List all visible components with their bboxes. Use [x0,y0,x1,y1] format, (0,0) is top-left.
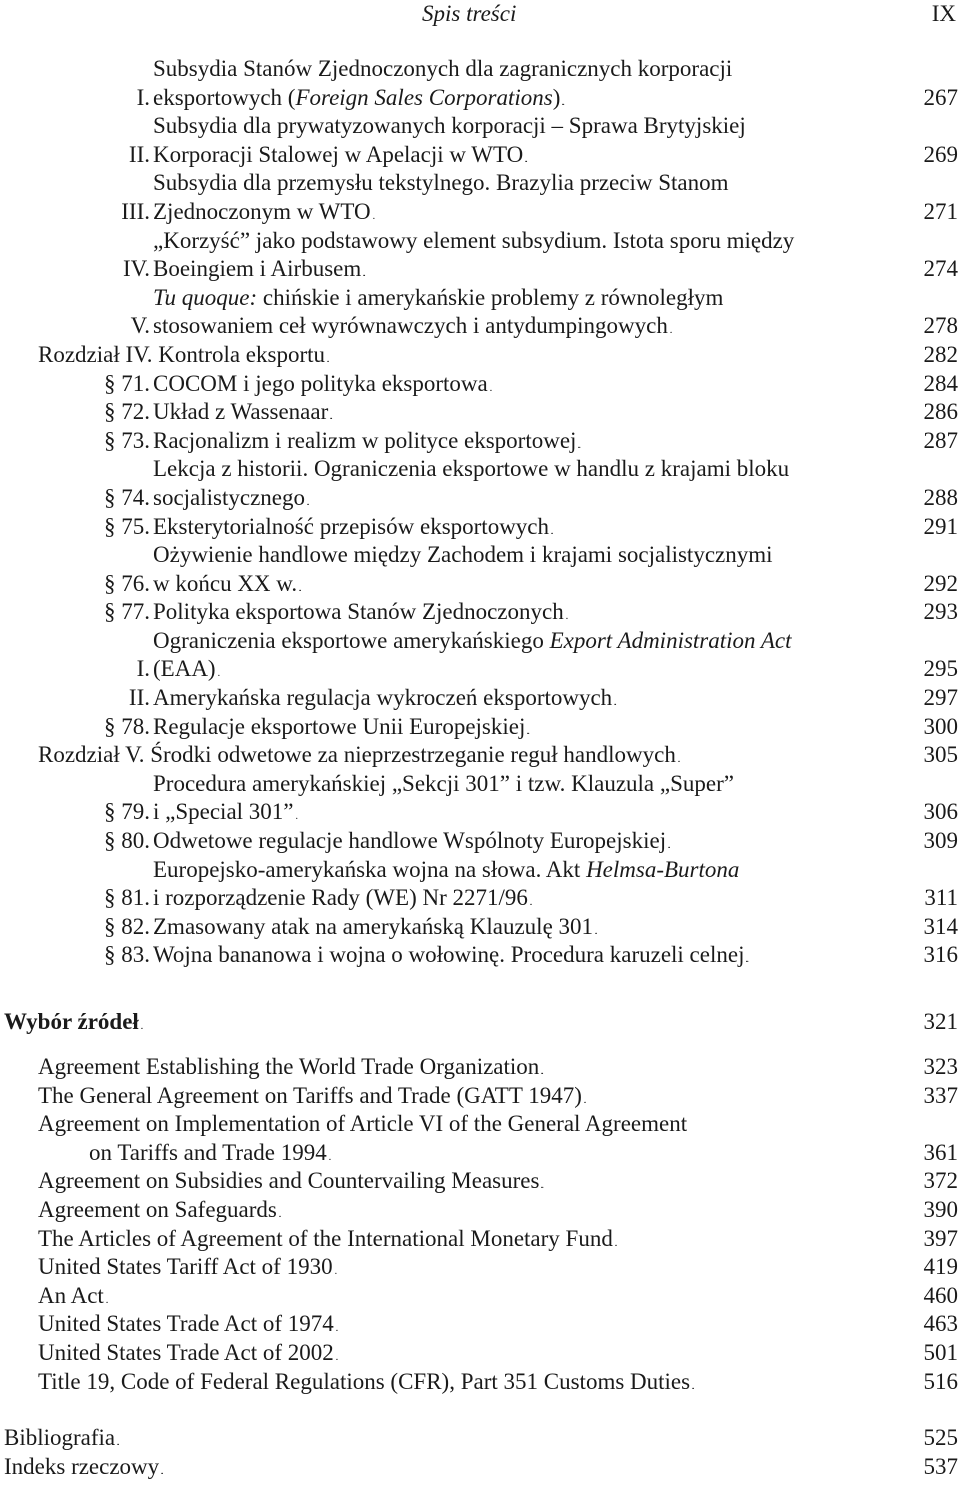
entry-title: Regulacje eksportowe Unii Europejskiej [153,713,526,739]
entry-number: § 73. [104,427,150,453]
entry-tail [153,255,960,284]
entry-page-number: 291 [923,513,958,539]
entry-title-line [0,1282,960,1311]
entry-tail [153,84,960,113]
page-folio: IX [931,1,956,26]
entry-title: Układ z Wassenaar [153,399,329,425]
source-entry [0,1196,960,1225]
toc-section-entry [0,941,960,970]
entry-title-line [0,484,960,513]
entry-title: „Korzyść” jako podstawowy element subsydium. Istota sporu między [153,227,795,253]
entry-tail [153,370,960,399]
entry-title: stosowaniem ceł wyrównawczych i antydumpingowych [153,313,668,339]
entry-title-line [0,427,960,456]
entry-tail [153,570,960,599]
entry-tail [153,398,960,427]
toc-section-entry [0,913,960,942]
entry-page-number: 286 [923,399,958,425]
entry-tail [153,655,960,684]
toc-list-sources [0,1053,960,1396]
entry-page-number: 267 [923,84,958,110]
entry-number: § 82. [104,913,150,939]
entry-title-line [0,198,960,227]
back-matter-page-number: 525 [923,1425,958,1450]
entry-title: Subsydia dla prywatyzowanych korporacji – Sprawa Brytyjskiej [153,113,746,139]
entry-title: Eksterytorialność przepisów eksportowych [153,513,550,539]
entry-title: The Articles of Agreement of the International Monetary Fund [38,1225,613,1251]
entry-number: § 79. [104,799,150,825]
entry-tail [4,1424,960,1453]
entry-tail [153,513,960,542]
entry-title: Wojna bananowa i wojna o wołowinę. Procedura karuzeli celnej [153,942,745,968]
entry-title-line [0,1339,960,1368]
toc-list-chapters [0,55,960,970]
entry-title-line [0,1167,960,1196]
entry-page-number: 282 [923,341,958,367]
entry-page-number: 292 [923,570,958,596]
toc-chapter-entry [0,341,960,370]
toc-subsection-entry [0,227,960,284]
source-entry [0,1368,960,1397]
toc-subsection-entry [0,55,960,112]
entry-page-number: 372 [923,1168,958,1194]
entry-title-line [0,598,960,627]
entry-number: § 75. [104,513,150,539]
toc-section-entry [0,370,960,399]
entry-title: Rozdział V. Środki odwetowe za nieprzestrzeganie reguł handlowych [38,742,676,768]
entry-number: § 80. [104,828,150,854]
entry-title: Ożywienie handlowe między Zachodem i krajami socjalistycznymi [153,542,773,568]
entry-tail [38,741,960,770]
entry-tail [153,884,960,913]
entry-page-number: 305 [923,742,958,768]
sources-heading-entry [0,1008,960,1037]
entry-number: III. [121,198,150,224]
entry-page-number: 309 [923,828,958,854]
entry-number: § 81. [104,885,150,911]
entry-title: (EAA) [153,656,216,682]
entry-page-number: 297 [923,685,958,711]
entry-title-line [0,713,960,742]
entry-page-number: 314 [923,913,958,939]
entry-number: § 77. [104,599,150,625]
entry-title: Polityka eksportowa Stanów Zjednoczonych [153,599,564,625]
entry-title: Title 19, Code of Federal Regulations (CFR), Part 351 Customs Duties [38,1368,691,1394]
toc-subsection-entry [0,112,960,169]
entry-number: I. [136,84,150,110]
entry-page-number: 516 [923,1368,958,1394]
entry-title: Tu quoque: chińskie i amerykańskie problemy z równoległym [153,284,724,310]
entry-title: Zmasowany atak na amerykańską Klauzulę 301 [153,913,594,939]
entry-page-number: 295 [923,656,958,682]
source-entry [0,1053,960,1082]
entry-title: i „Special 301” [153,799,294,825]
entry-title-line [0,1253,960,1282]
entry-tail [38,1167,960,1196]
entry-number: § 83. [104,942,150,968]
entry-title: Odwetowe regulacje handlowe Wspólnoty Europejskiej [153,828,667,854]
entry-title: Zjednoczonym w WTO [153,198,371,224]
entry-tail [38,341,960,370]
toc-section-entry [0,455,960,512]
entry-title-line [0,1053,960,1082]
toc-chapter-entry [0,741,960,770]
entry-title-line [0,1196,960,1225]
running-title: Spis treści [422,1,517,26]
entry-page-number: 419 [923,1254,958,1280]
entry-number: § 71. [104,370,150,396]
entry-title: Subsydia Stanów Zjednoczonych dla zagranicznych korporacji [153,56,733,81]
entry-number: I. [136,656,150,682]
entry-tail [153,484,960,513]
entry-tail [38,1253,960,1282]
entry-title-line [0,913,960,942]
source-entry [0,1167,960,1196]
entry-title: An Act [38,1282,104,1308]
entry-page-number: 306 [923,799,958,825]
entry-title-line [0,941,960,970]
entry-title: eksportowych (Foreign Sales Corporations) [153,84,561,110]
entry-title-line [0,1310,960,1339]
entry-tail [153,427,960,456]
entry-tail [38,1310,960,1339]
entry-number: IV. [122,256,150,282]
entry-tail [38,1082,960,1111]
toc-section-entry [0,427,960,456]
entry-page-number: 284 [923,370,958,396]
toc-section-entry [0,856,960,913]
entry-tail [153,941,960,970]
toc-list-back-matter [0,1424,960,1481]
entry-title-line [0,1225,960,1254]
entry-tail [153,827,960,856]
source-entry [0,1082,960,1111]
entry-tail [4,1453,960,1482]
toc-subsection-entry [0,284,960,341]
entry-title-line [0,141,960,170]
toc-section-entry [0,598,960,627]
entry-title: Boeingiem i Airbusem [153,256,362,282]
entry-title-line [0,370,960,399]
entry-page-number: 460 [923,1282,958,1308]
entry-title: Agreement on Subsidies and Countervailing Measures [38,1168,540,1194]
entry-title: The General Agreement on Tariffs and Trade (GATT 1947) [38,1082,582,1108]
source-entry [0,1282,960,1311]
entry-number: § 76. [104,570,150,596]
entry-number: § 78. [104,713,150,739]
entry-page-number: 300 [923,713,958,739]
entry-title-line [0,255,960,284]
entry-page-number: 397 [923,1225,958,1251]
entry-tail [38,1196,960,1225]
entry-tail [153,798,960,827]
source-entry [0,1253,960,1282]
entry-tail [153,598,960,627]
entry-title-line [0,513,960,542]
entry-page-number: 390 [923,1196,958,1222]
entry-title-line [0,884,960,913]
entry-page-number: 274 [923,256,958,282]
entry-tail [38,1282,960,1311]
entry-number: V. [130,313,150,339]
source-entry [0,1339,960,1368]
entry-title-line [0,1110,960,1139]
entry-title: United States Trade Act of 1974 [38,1311,334,1337]
sources-heading-page: 321 [923,1009,958,1034]
page-header [0,0,960,30]
entry-title: Subsydia dla przemysłu tekstylnego. Brazylia przeciw Stanom [153,170,729,196]
entry-tail [153,198,960,227]
entry-page-number: 361 [923,1139,958,1165]
sources-heading-title: Wybór źródeł [4,1009,139,1034]
entry-page-number: 501 [923,1339,958,1365]
source-entry [0,1110,960,1167]
back-matter-title: Indeks rzeczowy [4,1453,160,1479]
source-entry [0,1310,960,1339]
toc-section-entry [0,770,960,827]
entry-title-line [0,741,960,770]
entry-tail [153,713,960,742]
entry-title: Amerykańska regulacja wykroczeń eksportowych [153,685,613,711]
entry-title: Racjonalizm i realizm w polityce eksportowej [153,427,577,453]
entry-title: Europejsko-amerykańska wojna na słowa. Akt Helmsa-Burtona [153,856,740,882]
back-matter-title: Bibliografia [4,1425,116,1450]
entry-title: Agreement Establishing the World Trade Organization [38,1054,540,1079]
entry-title-line [0,398,960,427]
entry-title: Procedura amerykańskiej „Sekcji 301” i tzw. Klauzula „Super” [153,770,734,796]
entry-title-line [0,570,960,599]
back-matter-page-number: 537 [923,1453,958,1479]
entry-page-number: 287 [923,427,958,453]
toc-subsection-entry [0,684,960,713]
source-entry [0,1225,960,1254]
entry-tail [153,312,960,341]
entry-page-number: 463 [923,1311,958,1337]
entry-title-line [0,798,960,827]
entry-page-number: 293 [923,599,958,625]
entry-tail [38,1053,960,1082]
entry-title-line [0,1082,960,1111]
entry-title: socjalistycznego [153,484,306,510]
entry-title: on Tariffs and Trade 1994 [89,1139,327,1165]
entry-title-line [0,655,960,684]
toc-section-entry [0,541,960,598]
entry-title: w końcu XX w. [153,570,298,596]
entry-page-number: 323 [923,1054,958,1079]
toc-subsection-entry [0,627,960,684]
dot-leader [161,1453,904,1486]
entry-title: Rozdział IV. Kontrola eksportu [38,341,326,367]
entry-tail [153,141,960,170]
back-matter-entry [0,1453,960,1482]
entry-title-line [0,827,960,856]
toc-section-entry [0,827,960,856]
entry-page-number: 269 [923,141,958,167]
entry-title-line [0,1139,960,1168]
entry-title-line [0,84,960,113]
entry-tail [38,1368,960,1397]
entry-number: II. [128,685,150,711]
toc-section-entry [0,398,960,427]
entry-title: Ograniczenia eksportowe amerykańskiego Export Administration Act [153,627,792,653]
entry-title-line [0,312,960,341]
entry-number: § 74. [104,484,150,510]
entry-number: II. [128,141,150,167]
dot-leader [746,941,904,975]
entry-tail [38,1225,960,1254]
entry-title-line [0,1368,960,1397]
entry-title: i rozporządzenie Rady (WE) Nr 2271/96 [153,885,528,911]
entry-number: § 72. [104,399,150,425]
entry-title-line [0,341,960,370]
entry-title: United States Tariff Act of 1930 [38,1254,333,1280]
entry-tail [89,1139,960,1168]
back-matter-entry [0,1424,960,1453]
entry-title: Lekcja z historii. Ograniczenia eksportowe w handlu z krajami bloku [153,456,790,482]
entry-page-number: 311 [924,885,958,911]
entry-page-number: 288 [923,484,958,510]
entry-title-line [0,684,960,713]
toc-section-entry [0,513,960,542]
entry-title: Korporacji Stalowej w Apelacji w WTO [153,141,524,167]
entry-page-number: 278 [923,313,958,339]
dot-leader [141,1008,904,1042]
entry-title: COCOM i jego polityka eksportowa [153,370,488,396]
entry-tail [38,1339,960,1368]
entry-tail [153,684,960,713]
entry-title: Agreement on Implementation of Article VI of the General Agreement [38,1111,688,1137]
entry-page-number: 316 [923,942,958,968]
entry-page-number: 337 [923,1082,958,1108]
entry-tail [153,913,960,942]
entry-page-number: 271 [923,198,958,224]
toc-subsection-entry [0,169,960,226]
toc-section-entry [0,713,960,742]
dot-leader [692,1368,904,1402]
entry-title: United States Trade Act of 2002 [38,1339,334,1365]
entry-title: Agreement on Safeguards [38,1196,277,1222]
